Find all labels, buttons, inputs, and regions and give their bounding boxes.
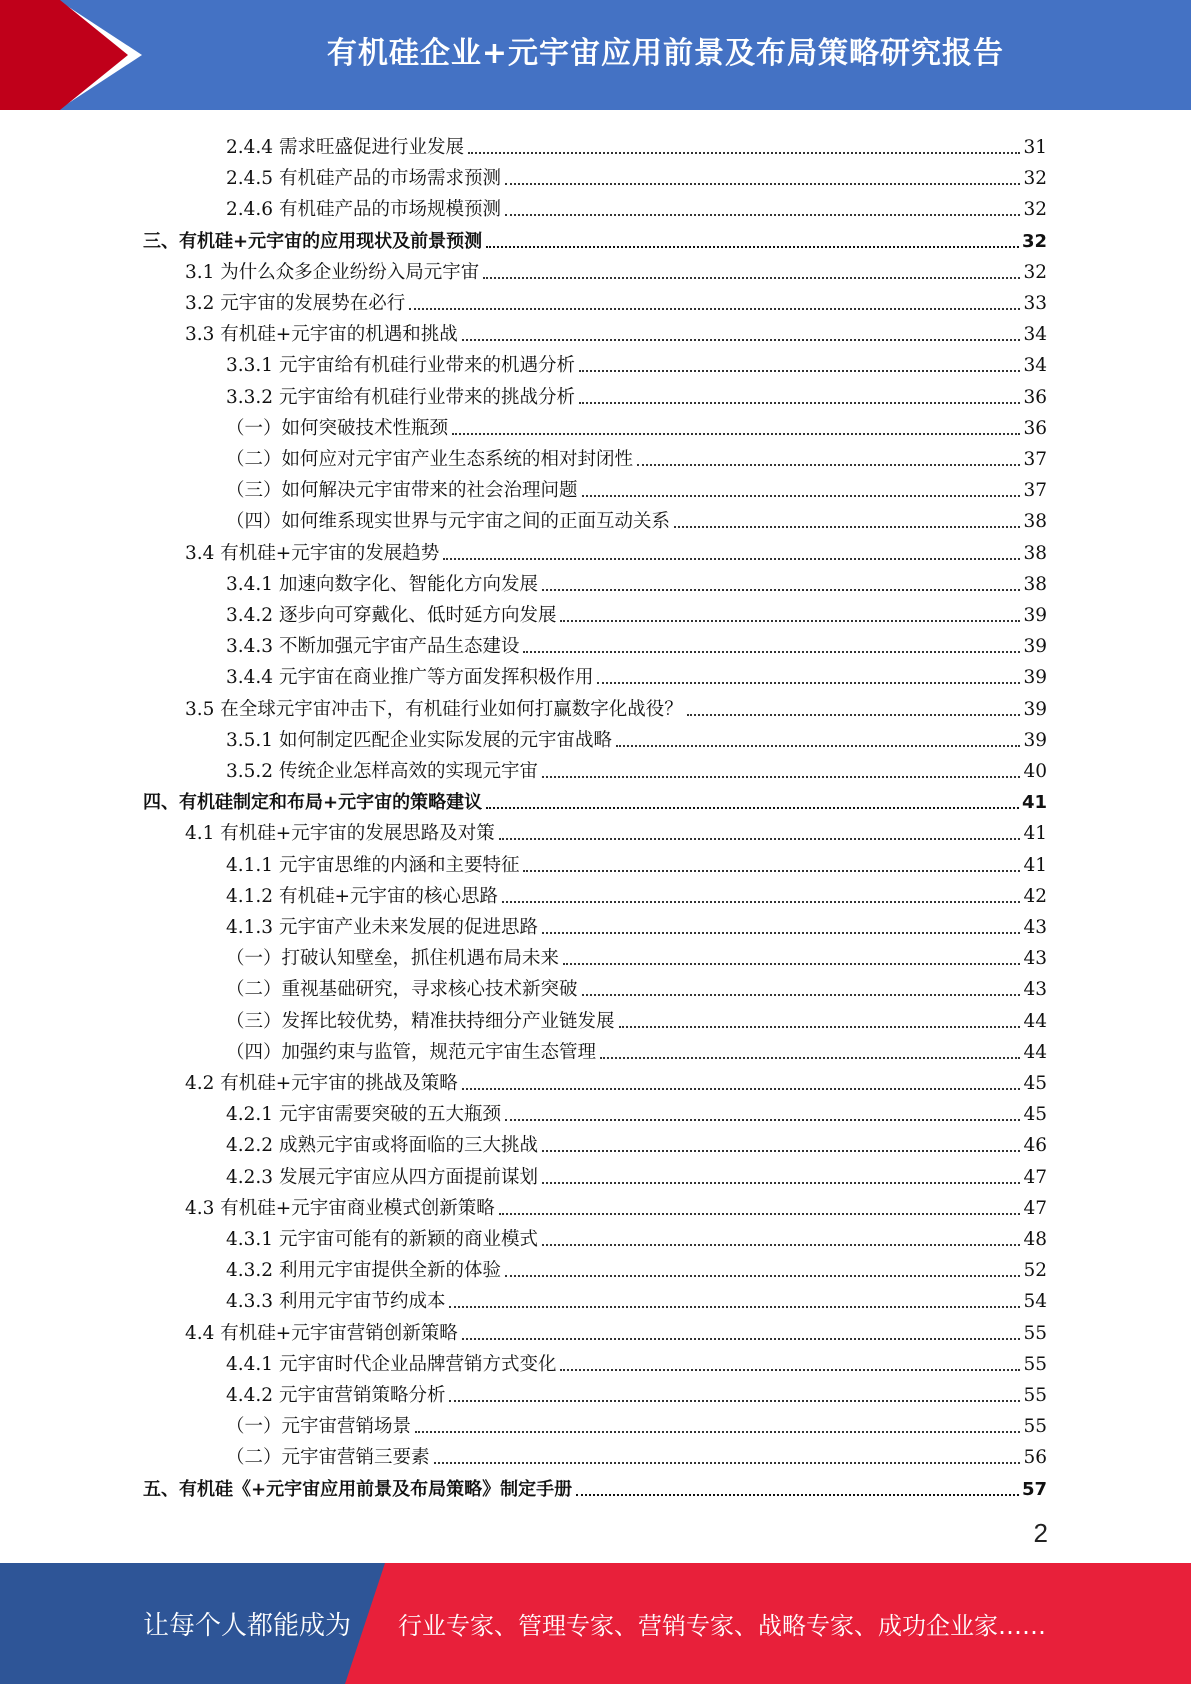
toc-entry-title: （三）如何解决元宇宙带来的社会治理问题	[226, 480, 578, 502]
header-arrow-decoration	[0, 0, 160, 110]
toc-entry-title: （一）打破认知壁垒，抓住机遇布局未来	[226, 948, 560, 970]
toc-entry-title: 3.5.1 如何制定匹配企业实际发展的元宇宙战略	[226, 729, 612, 751]
toc-entry-page: 44	[1023, 1010, 1047, 1032]
dot-leader	[468, 152, 1020, 154]
toc-entry-page: 55	[1023, 1385, 1047, 1406]
toc-entry[interactable]	[185, 284, 1047, 315]
toc-entry[interactable]	[143, 1470, 1047, 1501]
toc-entry-title: 4.3.1 元宇宙可能有的新颖的商业模式	[226, 1229, 538, 1250]
toc-entry[interactable]	[226, 128, 1047, 159]
dot-leader	[563, 963, 1020, 965]
footer-slogan-left: 让每个人都能成为	[143, 1611, 352, 1641]
toc-entry-page: 37	[1023, 480, 1047, 502]
toc-entry-page: 44	[1023, 1041, 1047, 1063]
toc-entry-title: 4.2.1 元宇宙需要突破的五大瓶颈	[226, 1104, 501, 1126]
dot-leader	[542, 1182, 1020, 1184]
toc-entry-page: 43	[1023, 979, 1047, 1001]
toc-entry-title: 4.2.3 发展元宇宙应从四方面提前谋划	[226, 1166, 538, 1188]
toc-entry-title: （三）发挥比较优势，精准扶持细分产业链发展	[226, 1010, 615, 1032]
toc-entry-page: 43	[1023, 917, 1047, 938]
toc-entry[interactable]	[185, 690, 1047, 721]
toc-entry[interactable]	[226, 190, 1047, 221]
toc-entry-title: 3.4.3 不断加强元宇宙产品生态建设	[226, 636, 520, 658]
toc-entry[interactable]	[226, 471, 1047, 502]
toc-entry-title: 4.4 有机硅+元宇宙营销创新策略	[185, 1322, 458, 1344]
toc-entry-title: （二）如何应对元宇宙产业生态系统的相对封闭性	[226, 449, 634, 470]
toc-entry-page: 32	[1021, 230, 1047, 252]
page-number: 2	[1033, 1518, 1048, 1548]
toc-entry-title: 四、有机硅制定和布局+元宇宙的策略建议	[143, 792, 483, 814]
toc-entry[interactable]	[226, 1158, 1047, 1189]
toc-entry-title: 3.3.2 元宇宙给有机硅行业带来的挑战分析	[226, 386, 575, 408]
toc-entry-page: 56	[1023, 1447, 1047, 1469]
footer-slogan-right: 行业专家、管理专家、营销专家、战略专家、成功企业家……	[398, 1612, 1046, 1640]
toc-entry-page: 39	[1023, 605, 1047, 626]
toc-entry[interactable]	[185, 534, 1047, 565]
toc-entry-title: 3.3 有机硅+元宇宙的机遇和挑战	[185, 324, 458, 346]
toc-entry-page: 32	[1023, 168, 1047, 190]
toc-entry-page: 41	[1023, 854, 1047, 876]
toc-entry-page: 38	[1023, 573, 1047, 595]
toc-entry[interactable]	[185, 1064, 1047, 1095]
dot-leader	[443, 558, 1020, 560]
dot-leader	[523, 651, 1020, 653]
toc-entry-title: 三、有机硅+元宇宙的应用现状及前景预测	[143, 230, 483, 252]
dot-leader	[542, 1150, 1020, 1152]
toc-entry-title: 2.4.4 需求旺盛促进行业发展	[226, 137, 464, 158]
toc-entry[interactable]	[226, 159, 1047, 190]
toc-entry-title: （四）加强约束与监管，规范元宇宙生态管理	[226, 1041, 597, 1063]
dot-leader	[542, 932, 1020, 934]
toc-entry-page: 47	[1023, 1197, 1047, 1219]
toc-entry[interactable]	[226, 1220, 1047, 1251]
dot-leader	[505, 1119, 1020, 1121]
toc-entry-title: 4.1 有机硅+元宇宙的发展思路及对策	[185, 823, 495, 845]
dot-leader	[687, 714, 1021, 716]
toc-entry[interactable]	[226, 627, 1047, 658]
toc-entry-page: 39	[1023, 636, 1047, 658]
toc-entry-title: 4.3.3 利用元宇宙节约成本	[226, 1291, 446, 1313]
dot-leader	[502, 901, 1020, 903]
toc-entry-title: 3.5.2 传统企业怎样高效的实现元宇宙	[226, 761, 538, 782]
dot-leader	[499, 838, 1021, 840]
toc-entry-page: 42	[1023, 885, 1047, 907]
toc-entry-page: 52	[1023, 1260, 1047, 1282]
toc-entry-page: 36	[1023, 417, 1047, 439]
toc-entry[interactable]	[226, 409, 1047, 440]
dot-leader	[486, 246, 1019, 248]
toc-entry[interactable]	[226, 721, 1047, 752]
toc-entry-title: 2.4.5 有机硅产品的市场需求预测	[226, 168, 501, 190]
toc-entry-page: 34	[1023, 355, 1047, 377]
toc-entry-page: 34	[1023, 324, 1047, 346]
toc-entry[interactable]	[185, 253, 1047, 284]
dot-leader	[434, 1462, 1021, 1464]
toc-entry-page: 47	[1023, 1166, 1047, 1188]
toc-entry[interactable]	[226, 596, 1047, 627]
toc-entry[interactable]	[226, 440, 1047, 471]
toc-entry[interactable]	[226, 1407, 1047, 1438]
page-footer	[0, 1563, 1191, 1684]
toc-entry[interactable]	[226, 1002, 1047, 1033]
toc-entry-page: 55	[1023, 1416, 1047, 1438]
toc-entry-page: 43	[1023, 948, 1047, 970]
toc-entry-title: 4.1.1 元宇宙思维的内涵和主要特征	[226, 854, 520, 876]
dot-leader	[505, 1275, 1020, 1277]
toc-entry-title: 4.1.3 元宇宙产业未来发展的促进思路	[226, 917, 538, 938]
toc-entry[interactable]	[226, 877, 1047, 908]
dot-leader	[560, 1369, 1020, 1371]
toc-entry-title: 3.4 有机硅+元宇宙的发展趋势	[185, 542, 440, 564]
toc-entry[interactable]	[226, 908, 1047, 939]
dot-leader	[542, 589, 1020, 591]
toc-entry-title: 4.3 有机硅+元宇宙商业模式创新策略	[185, 1197, 495, 1219]
dot-leader	[542, 1244, 1020, 1246]
toc-entry-title: 4.4.1 元宇宙时代企业品牌营销方式变化	[226, 1353, 557, 1375]
toc-entry-title: 4.2.2 成熟元宇宙或将面临的三大挑战	[226, 1135, 538, 1157]
dot-leader	[637, 464, 1020, 466]
dot-leader	[449, 1400, 1020, 1402]
toc-entry-page: 48	[1023, 1229, 1047, 1250]
toc-entry-title: 五、有机硅《+元宇宙应用前景及布局策略》制定手册	[143, 1478, 573, 1500]
toc-entry[interactable]	[143, 783, 1047, 814]
toc-entry[interactable]	[226, 939, 1047, 970]
toc-entry-title: 3.4.2 逐步向可穿戴化、低时延方向发展	[226, 605, 557, 626]
dot-leader	[449, 1306, 1020, 1308]
toc-entry[interactable]	[226, 752, 1047, 783]
toc-entry-page: 45	[1023, 1073, 1047, 1094]
toc-entry-page: 31	[1023, 137, 1047, 158]
dot-leader	[579, 402, 1020, 404]
toc-entry-page: 41	[1021, 792, 1047, 814]
toc-entry-page: 39	[1023, 729, 1047, 751]
dot-leader	[486, 807, 1019, 809]
toc-entry[interactable]	[185, 1189, 1047, 1220]
dot-leader	[600, 1057, 1020, 1059]
toc-entry-page: 37	[1023, 449, 1047, 470]
dot-leader	[415, 1431, 1020, 1433]
toc-entry[interactable]	[226, 970, 1047, 1001]
toc-entry[interactable]	[226, 378, 1047, 409]
dot-leader	[582, 994, 1021, 996]
dot-leader	[616, 745, 1020, 747]
toc-entry-title: （四）如何维系现实世界与元宇宙之间的正面互动关系	[226, 511, 671, 533]
toc-entry[interactable]	[226, 1345, 1047, 1376]
page-header	[0, 0, 1191, 110]
dot-leader	[579, 370, 1020, 372]
toc-entry-page: 33	[1023, 293, 1047, 314]
toc-entry[interactable]	[226, 1438, 1047, 1469]
toc-entry-title: 4.3.2 利用元宇宙提供全新的体验	[226, 1260, 501, 1282]
toc-entry-title: 3.1 为什么众多企业纷纷入局元宇宙	[185, 261, 480, 283]
document-title: 有机硅企业+元宇宙应用前景及布局策略研究报告	[326, 36, 1005, 71]
toc-entry[interactable]	[226, 1126, 1047, 1157]
toc-entry-title: 3.4.4 元宇宙在商业推广等方面发挥积极作用	[226, 667, 594, 689]
toc-entry-title: 2.4.6 有机硅产品的市场规模预测	[226, 199, 501, 221]
toc-entry[interactable]	[226, 846, 1047, 877]
toc-entry[interactable]	[185, 1314, 1047, 1345]
dot-leader	[619, 1026, 1021, 1028]
toc-entry[interactable]	[226, 565, 1047, 596]
dot-leader	[409, 308, 1020, 310]
dot-leader	[452, 433, 1020, 435]
dot-leader	[542, 776, 1020, 778]
dot-leader	[462, 339, 1021, 341]
toc-entry-page: 38	[1023, 511, 1047, 533]
dot-leader	[462, 1338, 1021, 1340]
toc-entry[interactable]	[226, 1376, 1047, 1407]
dot-leader	[505, 214, 1020, 216]
toc-entry[interactable]	[143, 222, 1047, 253]
toc-entry-title: 3.5 在全球元宇宙冲击下，有机硅行业如何打赢数字化战役？	[185, 698, 683, 720]
toc-entry-page: 46	[1023, 1135, 1047, 1157]
dot-leader	[582, 495, 1021, 497]
dot-leader	[499, 1213, 1021, 1215]
toc-entry-page: 55	[1023, 1322, 1047, 1344]
toc-entry-title: （二）元宇宙营销三要素	[226, 1447, 430, 1469]
toc-entry-title: 3.2 元宇宙的发展势在必行	[185, 293, 406, 314]
toc-entry-page: 57	[1021, 1478, 1047, 1500]
dot-leader	[674, 526, 1020, 528]
toc-entry-page: 39	[1023, 667, 1047, 689]
dot-leader	[483, 277, 1020, 279]
toc-entry-title: （一）元宇宙营销场景	[226, 1416, 412, 1438]
dot-leader	[462, 1088, 1021, 1090]
toc-entry-title: 4.4.2 元宇宙营销策略分析	[226, 1385, 446, 1406]
toc-entry-page: 41	[1023, 823, 1047, 845]
dot-leader	[560, 620, 1020, 622]
toc-entry-page: 32	[1023, 261, 1047, 283]
toc-entry-title: （一）如何突破技术性瓶颈	[226, 417, 449, 439]
toc-entry-page: 54	[1023, 1291, 1047, 1313]
dot-leader	[505, 183, 1020, 185]
toc-entry-title: 3.3.1 元宇宙给有机硅行业带来的机遇分析	[226, 355, 575, 377]
toc-entry[interactable]	[185, 315, 1047, 346]
toc-entry-title: 4.1.2 有机硅+元宇宙的核心思路	[226, 885, 498, 907]
toc-entry-page: 38	[1023, 542, 1047, 564]
toc-entry[interactable]	[226, 1033, 1047, 1064]
toc-entry[interactable]	[226, 658, 1047, 689]
toc-entry[interactable]	[226, 502, 1047, 533]
toc-entry-page: 36	[1023, 386, 1047, 408]
toc-entry[interactable]	[226, 1095, 1047, 1126]
toc-entry-page: 40	[1023, 761, 1047, 782]
toc-entry-title: 3.4.1 加速向数字化、智能化方向发展	[226, 573, 538, 595]
toc-entry-page: 55	[1023, 1353, 1047, 1375]
dot-leader	[597, 682, 1020, 684]
toc-entry-page: 39	[1023, 698, 1047, 720]
toc-entry-title: 4.2 有机硅+元宇宙的挑战及策略	[185, 1073, 458, 1094]
toc-entry[interactable]	[185, 814, 1047, 845]
toc-entry[interactable]	[226, 1282, 1047, 1313]
dot-leader	[523, 870, 1020, 872]
toc-entry[interactable]	[226, 346, 1047, 377]
toc-entry[interactable]	[226, 1251, 1047, 1282]
toc-entry-title: （二）重视基础研究，寻求核心技术新突破	[226, 979, 578, 1001]
toc-entry-page: 32	[1023, 199, 1047, 221]
dot-leader	[576, 1494, 1019, 1496]
toc-entry-page: 45	[1023, 1104, 1047, 1126]
